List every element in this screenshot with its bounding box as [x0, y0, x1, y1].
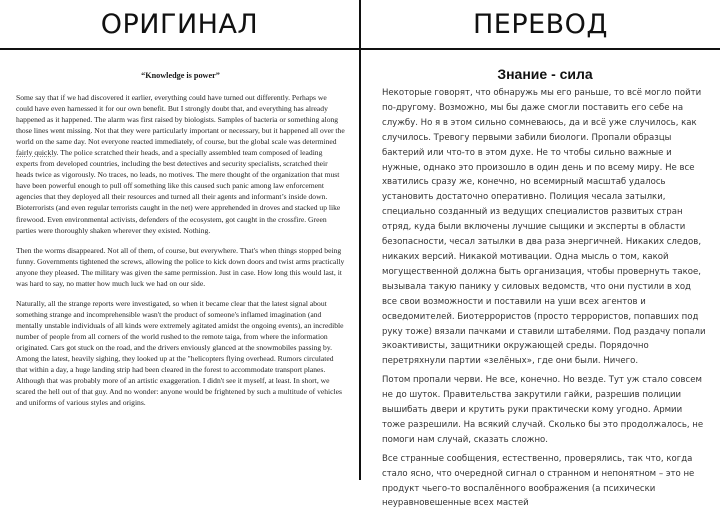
original-text-pane: [0, 50, 359, 480]
original-paragraph-1-part-b: . The police scratched their heads, and a specially assembled team composed of leading experts from developed countries, including the best detectives and security specialists, scratched their heads twice as vigorously. No traces, no leads, no motives. The mere thought of the organization that must have been powerful enough to pull off something like this caused such panic among law enforcement agencies that they deployed all their resources and turned all their agents and informant’s inside down. Bioterrorists (and even regular terrorists caught in the net) were apprehended in droves and stacked up like firewood. Even environmental activists, defenders of the ecosystem, got caught in the crossfire. Green parties were thoroughly shaken wherever they existed. Nothing.: [16, 148, 341, 235]
translation-paragraph-1: Некоторые говорят, что обнаружь мы его раньше, то всё могло пойти по-другому. Возможно, мы бы даже смогли поставить его себе на службу. Но я в этом сильно сомневаюсь, да и всё уже случилось, как случилось. Тревогу первыми забили биологи. Пропали образцы бактерий или что-то в этом духе. Не то чтобы сильно важные и нужные, однако это произошло в один день и по всему миру. Не все хватились сразу же, конечно, но всемирный масштаб удалось установить достаточно оперативно. Полиция чесала затылки, специально созданный из ведущих специалистов развитых стран отряд, куда были включены лучшие сыщики и эксперты в области безопасности, чесал затылки в два раза энергичней. Никаких следов, никаких версий. Никакой мотивации. Одна мысль о том, какой могущественной должна быть организация, чтобы провернуть такое, вызывала такую панику у силовых ведомств, что они пустили в ход все свои возможности и поставили на уши всех агентов и осведомителей. Биотеррористов (просто террористов, попавших под руку тоже) вязали пачками и ставили штабелями. Под раздачу попали экоактивисты, защитники окружающей среды. Порядочно перетряхнули партии «зелёных», где они были. Ничего.: [382, 88, 706, 367]
translation-column-label: ПЕРЕВОД: [472, 8, 609, 40]
translation-title: Знание - сила: [497, 66, 593, 82]
original-column-label: ОРИГИНАЛ: [100, 8, 259, 40]
translation-paragraph-2: Потом пропали черви. Не все, конечно. Но везде. Тут уж стало совсем не до шуток. Правительства закрутили гайки, разрешив полиции вышибать двери и крутить руки практически кому угодно. Армии тоже разрешили. На всякий случай. Сколько бы это продолжалось, не помоги нам случай, сказать сложно.: [382, 375, 704, 445]
original-title: “Knowledge is power”: [141, 71, 220, 80]
original-underlined-phrase: fairly quickly: [16, 148, 57, 158]
original-paragraph-2: Then the worms disappeared. Not all of them, of course, but everywhere. That's when things stopped being funny. Governments tightened the screws, allowing the police to kick down doors and twist arms practically anyone they pleased. The military was given the same permission. Just in case. How long this would last, it was hard to say, no matter how much luck we had on our side.: [16, 245, 345, 288]
original-paragraph-3: Naturally, all the strange reports were investigated, so when it became clear that the latest signal about something strange and incomprehensible wasn't the product of someone's inflamed imagination (and mentally unstable individuals of all kinds were extremely agitated amidst the ongoing events), an incredible number of people from all corners of the world rushed to the remote taiga, from where the information originated. Cars got stuck on the road, and the drivers enviously glanced at the snowmobiles passing by. Among the latest, heavily sighing, they looked up at the "helicopters flying overhead. Rumors circulated that within a day, a huge landing strip had been cleared in the forest to accommodate transport planes. Although that was probably more of an artistic exaggeration. I didn't see it myself, at least. In short, we scared the hell out of that guy. And no wonder: anyone would be frightened by such a multitude of vehicles and uniforms of various styles and origins.: [16, 298, 344, 408]
translation-paragraph-3: Все странные сообщения, естественно, проверялись, так что, когда стало ясно, что очередной сигнал о странном и непонятном – это не продукт чьего-то воспалённого воображения (а психически неуравновешенные всех мастей: [382, 453, 695, 509]
translation-text-pane: [361, 50, 720, 509]
original-paragraph-1-part-a: Some say that if we had discovered it earlier, everything could have turned out differently. Perhaps we could have even harnessed it for our own benefit. But I strongly doubt that, and everything has already happened as it happened. The alarm was first raised by biologists. Samples of bacteria or something along those lines went missing. Not that they were particularly important or necessary, but it happened all over the world on the same day. Not everyone reacted immediately, of course, but the global scale was determined: [16, 93, 345, 147]
original-paragraph-1: [16, 92, 345, 236]
